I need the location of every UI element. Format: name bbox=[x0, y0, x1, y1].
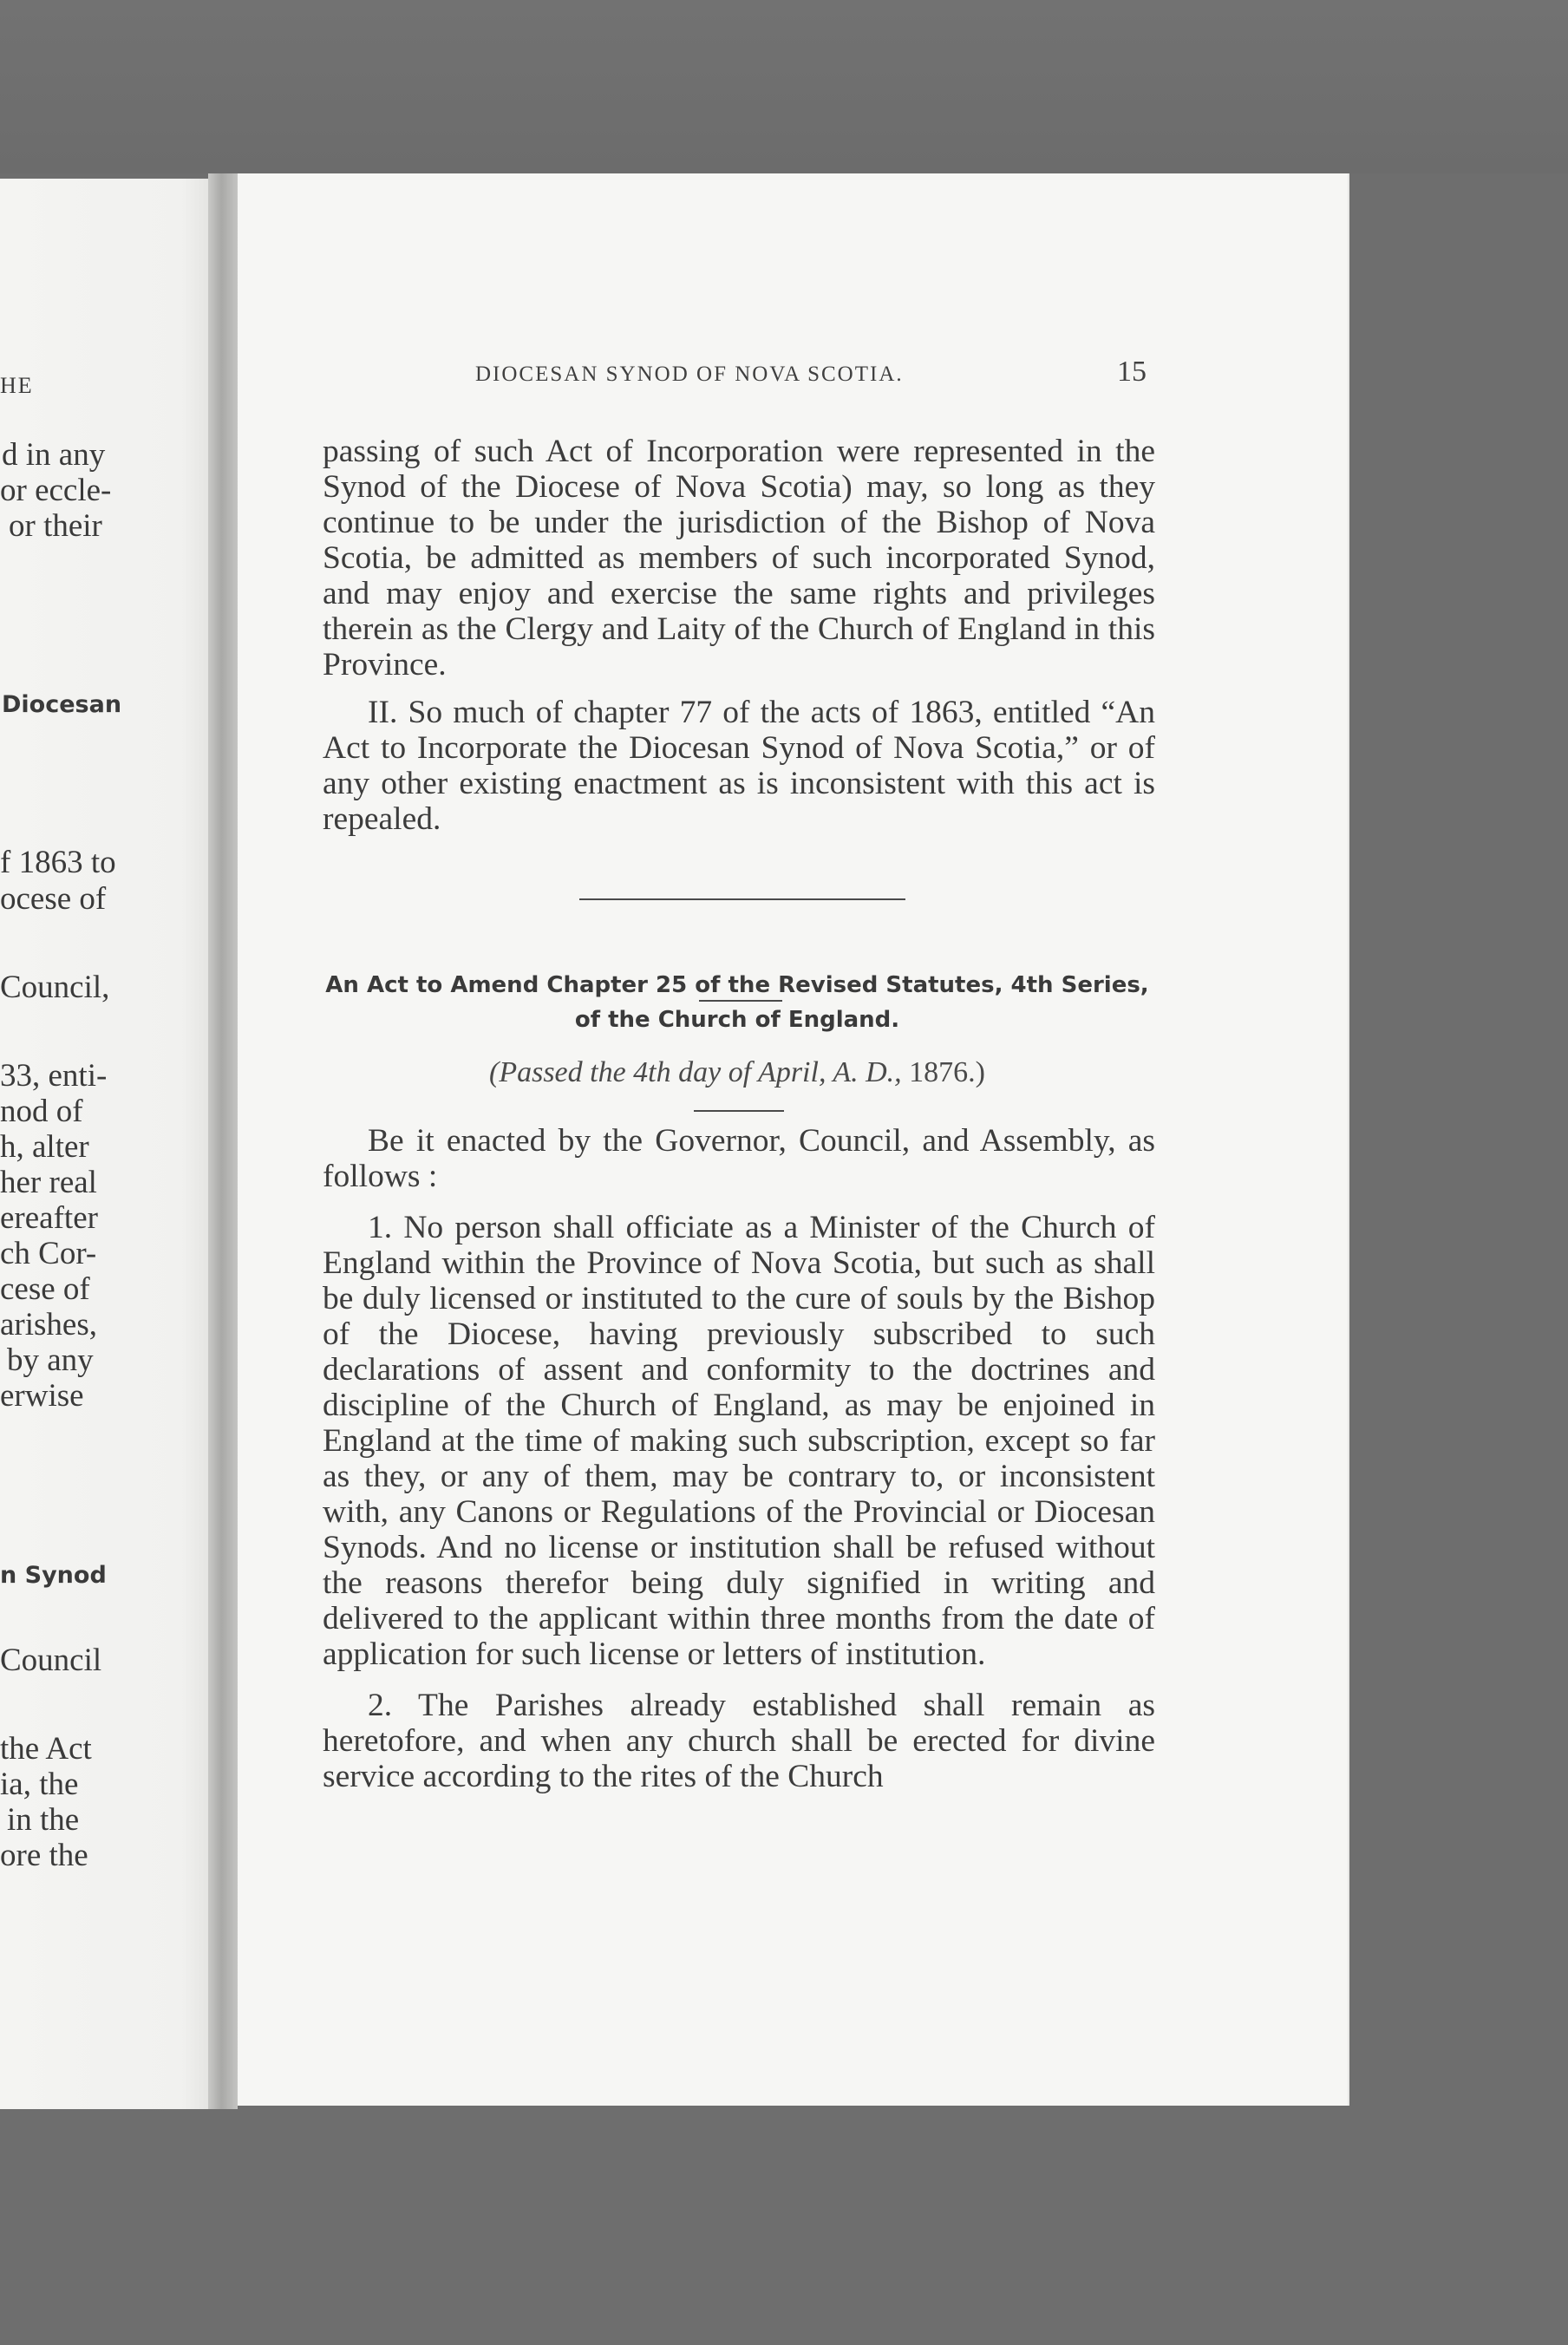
left-text-line: or eccle- bbox=[0, 473, 112, 508]
section-2-paragraph: 2. The Parishes already established shall remain as heretofore, and when any church shall be erected for divine service according to the rites of the Church bbox=[323, 1688, 1155, 1794]
passed-date-text: (Passed the 4th day of April, A. D., bbox=[489, 1056, 902, 1088]
scanner-background bbox=[0, 0, 1568, 173]
passed-date-line bbox=[295, 1056, 1179, 1089]
left-text-line: f 1863 to bbox=[0, 845, 116, 880]
left-page-fragment bbox=[0, 179, 227, 2109]
left-text-line: cese of bbox=[0, 1271, 90, 1307]
left-text-line: h, alter bbox=[0, 1129, 89, 1165]
left-margin-heading: n Synod bbox=[0, 1562, 107, 1589]
running-head: DIOCESAN SYNOD OF NOVA SCOTIA. bbox=[475, 363, 904, 386]
title-short-rule-top bbox=[699, 1000, 782, 1002]
left-text-line: Council, bbox=[0, 970, 110, 1005]
left-margin-heading: Diocesan bbox=[2, 691, 122, 718]
left-text-line: or their bbox=[9, 508, 102, 544]
act-body-block bbox=[323, 1123, 1155, 1794]
book-gutter bbox=[208, 173, 238, 2109]
left-text-line: arishes, bbox=[0, 1307, 97, 1342]
enacting-clause: Be it enacted by the Governor, Council, and Assembly, as follows : bbox=[323, 1123, 1155, 1194]
left-text-line: 33, enti- bbox=[0, 1058, 108, 1094]
left-text-line: erwise bbox=[0, 1378, 84, 1414]
section-divider-rule bbox=[579, 898, 905, 900]
continued-paragraph: passing of such Act of Incorporation were represented in the Synod of the Diocese of Nova Scotia) may, so long as they continue to be under the jurisdiction of the Bishop of Nova Scotia, be admitted as members of such incorporated Synod, and may enjoy and exercise the same rights and privileges therein as the Clergy and Laity of the Church of England in this Province. bbox=[323, 434, 1155, 683]
title-short-rule-bottom bbox=[694, 1110, 784, 1112]
left-text-line: nod of bbox=[0, 1094, 83, 1129]
left-text-line: ch Cor- bbox=[0, 1236, 97, 1271]
left-running-head: HE bbox=[0, 373, 34, 398]
passed-year: 1876.) bbox=[909, 1056, 985, 1088]
left-text-line: the Act bbox=[0, 1731, 92, 1767]
left-text-line: d in any bbox=[2, 437, 106, 473]
left-text-line: in the bbox=[7, 1802, 80, 1838]
left-text-line: ereafter bbox=[0, 1200, 98, 1236]
left-text-line: ia, the bbox=[0, 1767, 79, 1802]
act-title-line-1: An Act to Amend Chapter 25 of the Revised Statutes, 4th Series, bbox=[325, 972, 1149, 998]
act-title-line-2: of the Church of England. bbox=[574, 1007, 900, 1033]
continued-paragraph-block bbox=[323, 434, 1155, 837]
left-text-line: her real bbox=[0, 1165, 97, 1200]
section-ii-paragraph: II. So much of chapter 77 of the acts of 1863, entitled “An Act to Incorporate the Diocesan Synod of Nova Scotia,” or of any other existing enactment as is inconsistent with this act is repealed. bbox=[323, 695, 1155, 837]
left-text-line: ore the bbox=[0, 1838, 88, 1873]
left-text-line: ocese of bbox=[0, 881, 107, 917]
left-text-line: by any bbox=[7, 1342, 94, 1378]
page-number: 15 bbox=[1117, 356, 1147, 388]
left-text-line: Council bbox=[0, 1643, 102, 1678]
section-1-paragraph: 1. No person shall officiate as a Minister of the Church of England within the Province of Nova Scotia, but such as shall be duly licensed or instituted to the cure of souls by the Bishop of the Diocese, having previously subscribed to such declarations of assent and conformity to the doctrines and discipline of the Church of England, as may be enjoined in England at the time of making such subscription, except so far as they, or any of them, may be contrary to, or inconsistent with, any Canons or Regulations of the Provincial or Diocesan Synods. And no license or institution shall be refused without the reasons therefor being duly signified in writing and delivered to the applicant within three months from the date of application for such license or letters of institution. bbox=[323, 1210, 1155, 1672]
